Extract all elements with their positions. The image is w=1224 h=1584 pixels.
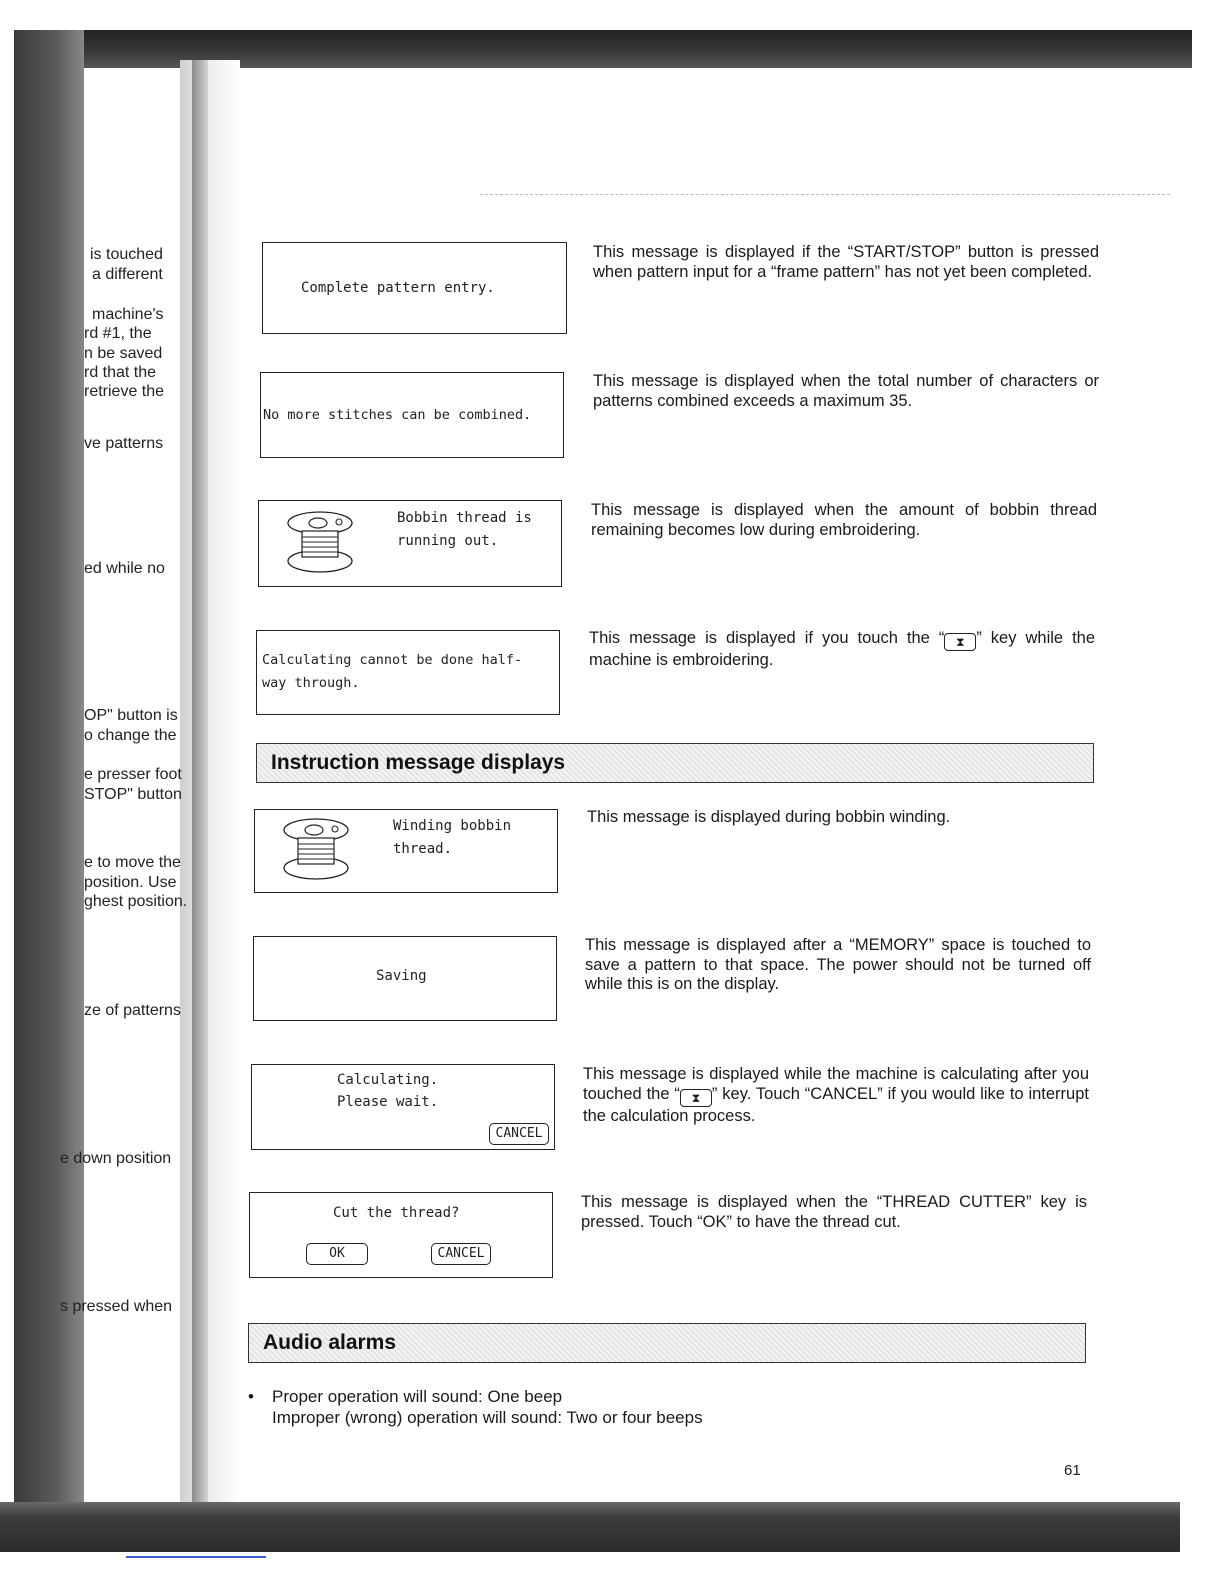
- section-title: Audio alarms: [263, 1331, 397, 1354]
- left-fragment: is touched: [90, 246, 163, 263]
- scan-bottom-shadow: [0, 1502, 1180, 1552]
- description-text: This message is displayed if you touch the “: [589, 629, 945, 647]
- lcd-line: thread.: [393, 841, 453, 857]
- lcd-line: running out.: [397, 533, 499, 549]
- description-text: ” key while the machine is embroidering.: [589, 629, 1096, 669]
- message-description: This message is displayed if the “START/STOP” button is pressed when pattern input for a “frame pattern” has not yet been completed.: [593, 243, 1099, 281]
- description-text: ” key. Touch “CANCEL” if you would like to interrupt the calculation process.: [583, 1084, 1089, 1125]
- left-fragment: ed while no: [84, 560, 165, 577]
- message-description: [583, 1065, 1089, 1126]
- left-fragment: ghest position.: [84, 893, 188, 910]
- left-fragment: retrieve the: [84, 383, 165, 400]
- bottom-rule: [126, 1556, 266, 1558]
- left-fragment: ve patterns: [84, 435, 164, 452]
- lcd-line: Calculating cannot be done half-: [262, 652, 523, 668]
- lcd-cancel-button: CANCEL: [489, 1123, 549, 1145]
- lcd-line: Complete pattern entry.: [301, 280, 495, 296]
- left-fragment: rd that the: [84, 364, 157, 381]
- hourglass-icon: ⧗: [680, 1089, 712, 1107]
- left-fragment: a different: [92, 266, 163, 283]
- hourglass-icon: ⧗: [944, 633, 976, 651]
- book-spine: [180, 60, 240, 1520]
- lcd-line: Calculating.: [337, 1072, 439, 1088]
- lcd-line: Please wait.: [337, 1094, 439, 1110]
- lcd-display-no-more-stitches: [260, 372, 564, 458]
- lcd-cancel-button: CANCEL: [431, 1243, 491, 1265]
- list-item-text: Improper (wrong) operation will sound: Two or four beeps: [272, 1408, 703, 1427]
- lcd-display-calculating-wait: [251, 1064, 555, 1150]
- lcd-display-calculating-cannot: [256, 630, 560, 715]
- page-number: 61: [1064, 1462, 1081, 1479]
- lcd-line: No more stitches can be combined.: [263, 407, 532, 423]
- left-fragment: OP" button is: [84, 707, 178, 724]
- message-description: [589, 629, 1095, 671]
- left-fragment: machine's: [92, 306, 164, 323]
- lcd-display-bobbin-low: [258, 500, 562, 587]
- bobbin-icon: [281, 816, 351, 882]
- left-fragment: o change the: [84, 727, 177, 744]
- left-fragment: STOP" button: [84, 786, 182, 803]
- audio-alarm-list: [248, 1386, 703, 1428]
- lcd-ok-button: OK: [306, 1243, 368, 1265]
- list-item: [248, 1407, 703, 1428]
- list-item: [248, 1386, 703, 1407]
- description-text: This message is displayed while the machine is calculating after you touched the “: [583, 1065, 1089, 1103]
- left-fragment: n be saved: [84, 345, 163, 362]
- lcd-line: Bobbin thread is: [397, 510, 532, 526]
- left-fragment: position. Use: [84, 874, 177, 891]
- bobbin-icon: [285, 509, 355, 575]
- faint-divider: [480, 194, 1170, 196]
- lcd-display-cut-thread: [249, 1192, 553, 1278]
- list-item-text: Proper operation will sound: One beep: [272, 1387, 563, 1406]
- section-title: Instruction message displays: [271, 751, 566, 774]
- message-description: This message is displayed when the total number of characters or patterns combined exceeds a maximum 35.: [593, 372, 1099, 410]
- left-fragment: e to move the: [84, 854, 181, 871]
- section-header-audio: [248, 1323, 1086, 1363]
- book-spine-shadow: [192, 60, 208, 1520]
- left-fragment: s pressed when: [60, 1298, 173, 1315]
- lcd-display-winding-bobbin: [254, 809, 558, 893]
- left-fragment: ze of patterns: [84, 1002, 181, 1019]
- lcd-line: Winding bobbin: [393, 818, 512, 834]
- bullet-icon: •: [248, 1387, 254, 1406]
- lcd-line: Saving: [376, 968, 427, 984]
- lcd-line: Cut the thread?: [333, 1205, 460, 1221]
- lcd-display-saving: [253, 936, 557, 1021]
- lcd-display-complete-pattern: [262, 242, 567, 334]
- message-description: This message is displayed when the “THREAD CUTTER” key is pressed. Touch “OK” to have the thread cut.: [581, 1193, 1087, 1231]
- message-description: This message is displayed during bobbin winding.: [587, 808, 951, 826]
- lcd-line: way through.: [262, 675, 360, 691]
- message-description: This message is displayed after a “MEMORY” space is touched to save a pattern to that space. The power should not be turned off while this is on the display.: [585, 936, 1091, 993]
- left-fragment: e presser foot: [84, 766, 182, 783]
- message-description: This message is displayed when the amount of bobbin thread remaining becomes low during embroidering.: [591, 501, 1097, 539]
- left-fragment: e down position: [60, 1150, 172, 1167]
- left-fragment: rd #1, the: [84, 325, 152, 342]
- section-header-instruction: [256, 743, 1094, 783]
